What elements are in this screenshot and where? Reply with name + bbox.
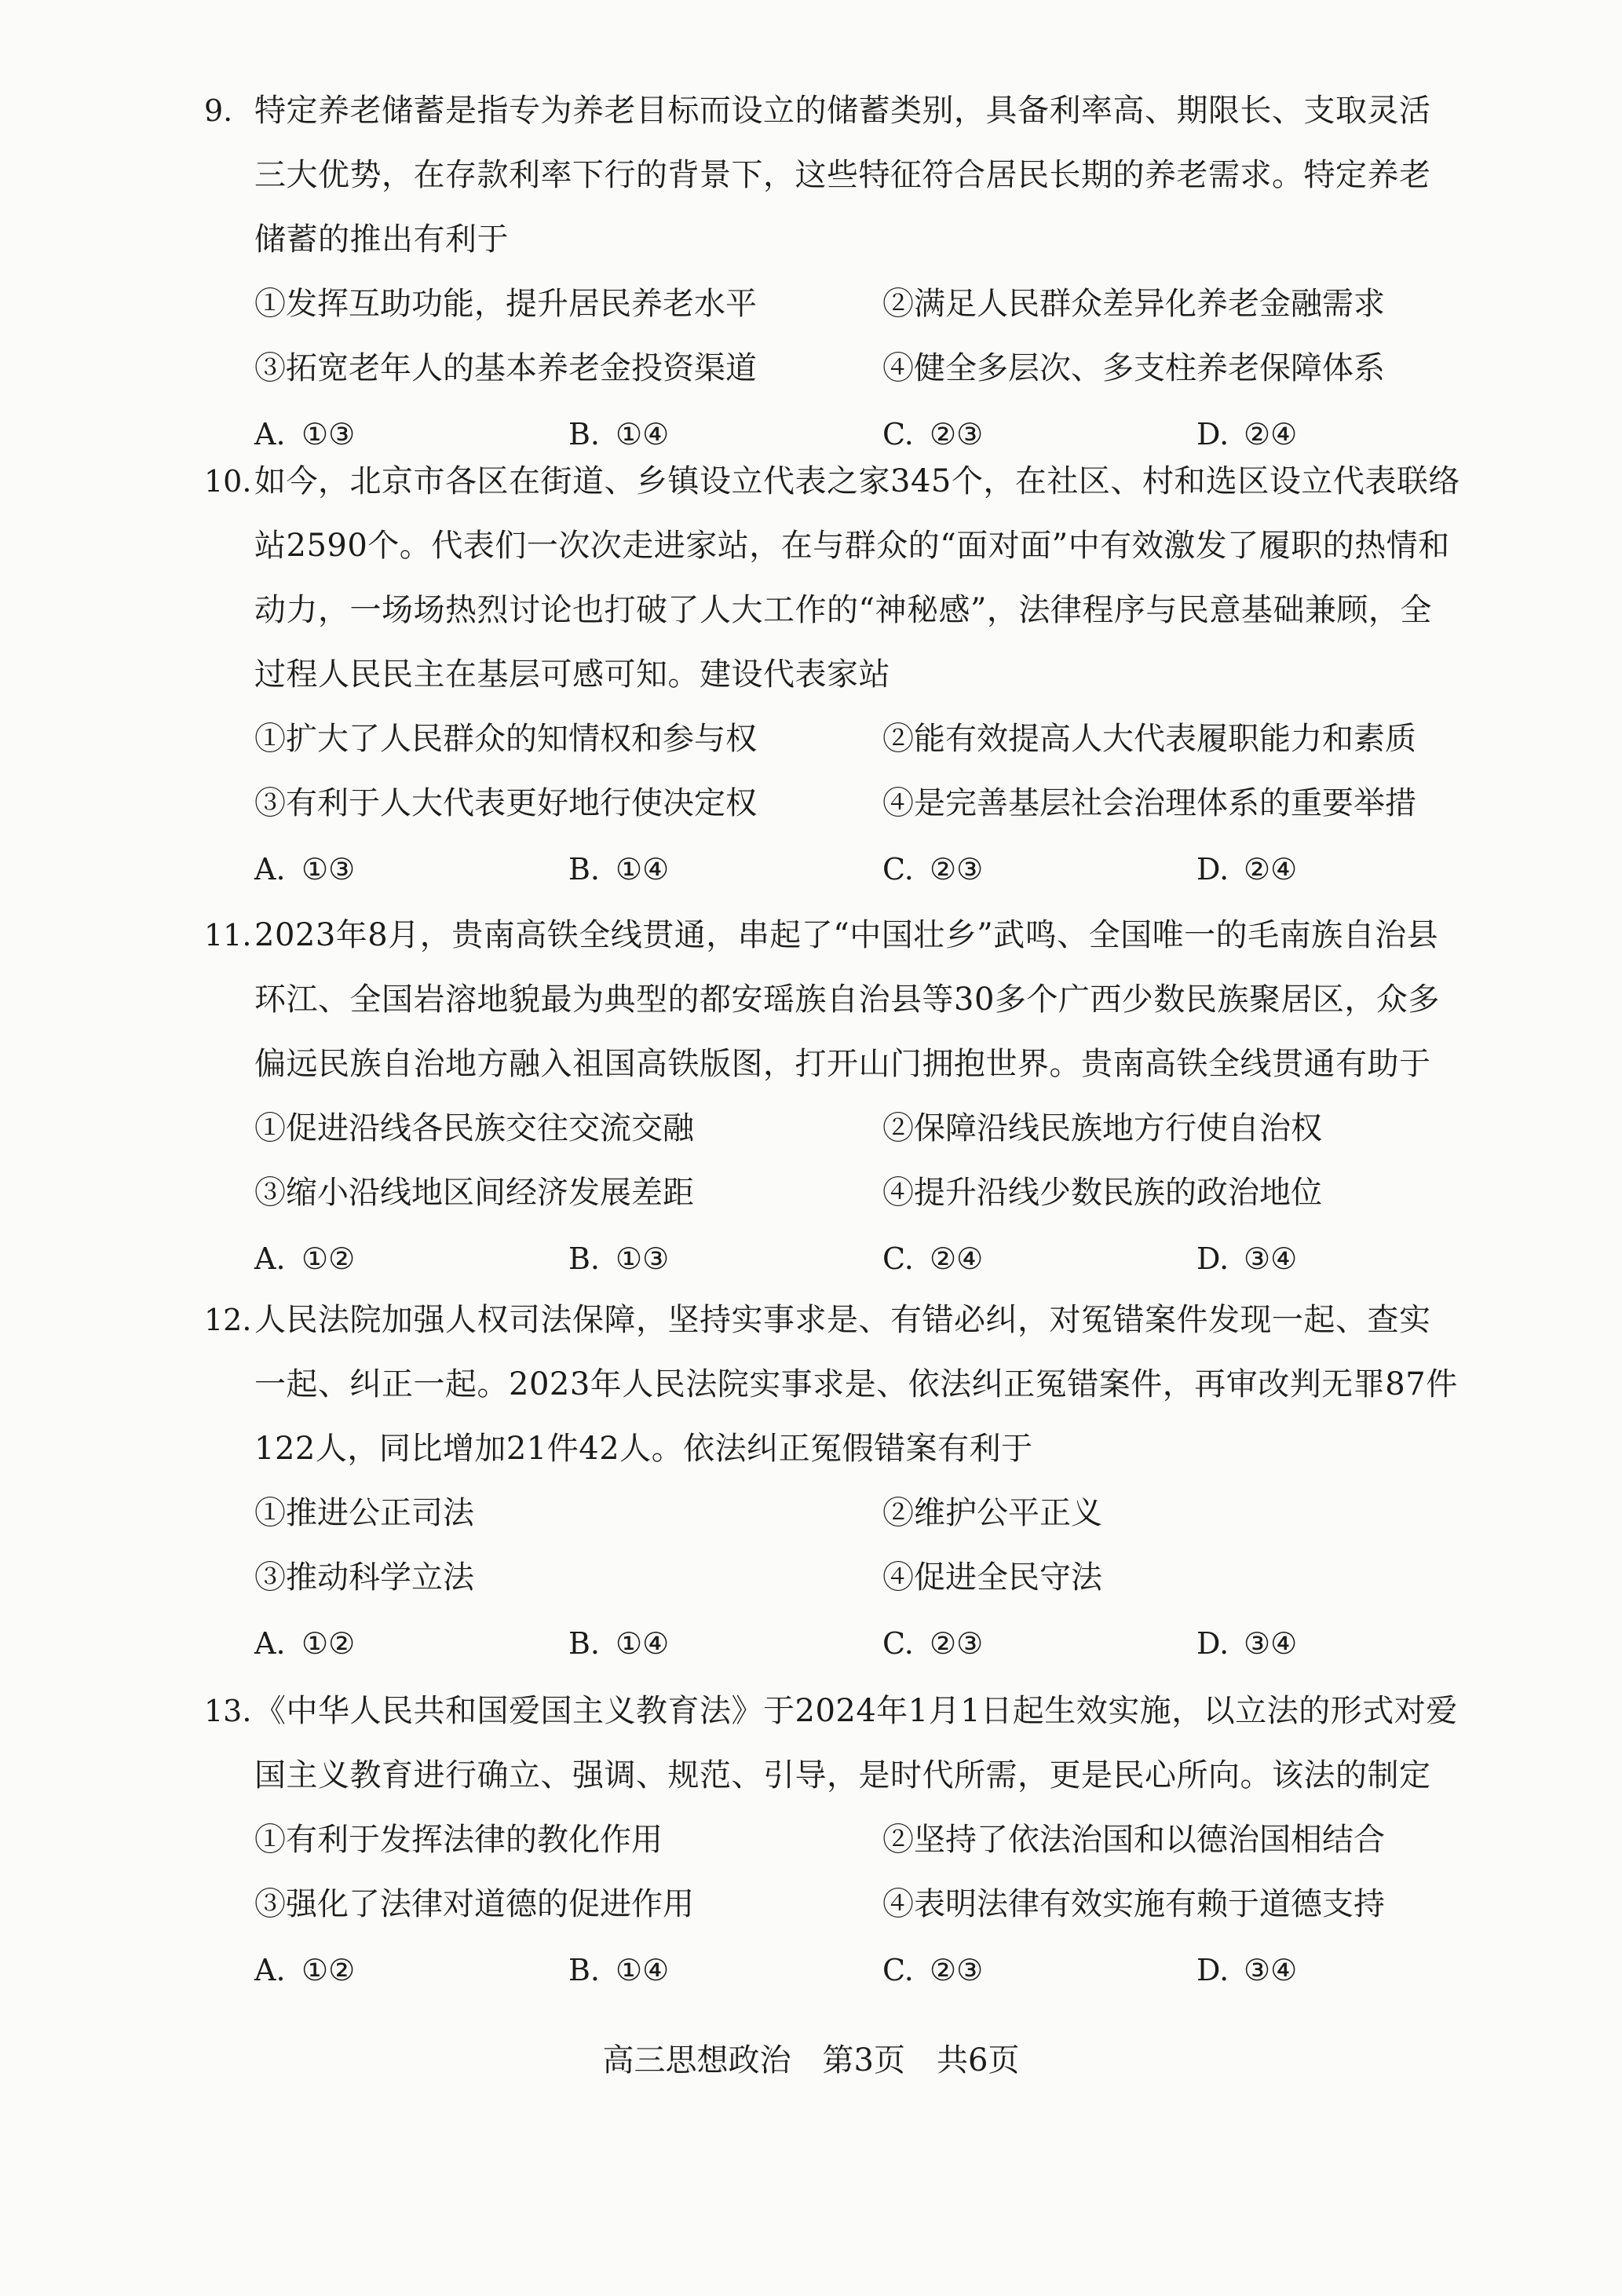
statement-4: ④表明法律有效实施有赖于道德支持 [882,1886,1385,1922]
statement-1: ①有利于发挥法律的教化作用 [254,1822,663,1858]
answer-choices [254,1610,1460,1677]
choice-a: A. ①③ [254,417,356,452]
choice-a: A. ①② [254,1953,356,1987]
choice-c: C. ②③ [882,1953,984,1987]
choice-d: D. ②④ [1196,852,1298,887]
question-stem: 《中华人民共和国爱国主义教育法》于2024年1月1日起生效实施，以立法的形式对爱国主义教育进行确立、强调、规范、引导，是时代所需，更是民心所向。该法的制定 [254,1693,1458,1793]
choice-c: C. ②③ [882,1626,984,1661]
statement-1: ①发挥互助功能，提升居民养老水平 [254,286,757,322]
question-12 [204,1288,1460,1677]
choice-c: C. ②③ [882,417,984,452]
choice-a: A. ①② [254,1241,356,1276]
statement-3: ③推动科学立法 [254,1559,474,1596]
statement-options [254,1096,1460,1225]
question-10 [204,449,1460,903]
choice-b: B. ①④ [568,1953,670,1987]
statement-options [254,707,1460,835]
question-number: 9. [204,93,233,128]
statement-4: ④促进全民守法 [882,1559,1102,1596]
choice-d: D. ③④ [1196,1241,1298,1276]
statement-2: ②坚持了依法治国和以德治国相结合 [882,1822,1385,1858]
answer-choices [254,1936,1460,2004]
answer-choices [254,1225,1460,1292]
question-13 [204,1679,1460,2004]
statement-2: ②维护公平正义 [882,1495,1102,1531]
question-stem: 如今，北京市各区在街道、乡镇设立代表之家345个，在社区、村和选区设立代表联络站2590个。代表们一次次走进家站，在与群众的“面对面”中有效激发了履职的热情和动力，一场场热烈讨论也打破了人大工作的“神秘感”，法律程序与民意基础兼顾，全过程人民民主在基层可感可知。建设代表家站 [254,463,1460,693]
choice-d: D. ③④ [1196,1626,1298,1661]
statement-options [254,1808,1460,1936]
question-stem: 2023年8月，贵南高铁全线贯通，串起了“中国壮乡”武鸣、全国唯一的毛南族自治县环江、全国岩溶地貌最为典型的都安瑶族自治县等30多个广西少数民族聚居区，众多偏远民族自治地方融入祖国高铁版图，打开山门拥抱世界。贵南高铁全线贯通有助于 [254,917,1440,1082]
question-number: 13. [204,1694,252,1728]
choice-b: B. ①④ [568,852,670,887]
choice-b: B. ①③ [568,1241,670,1276]
statement-1: ①促进沿线各民族交往交流交融 [254,1110,694,1146]
question-stem: 人民法院加强人权司法保障，坚持实事求是、有错必纠，对冤错案件发现一起、查实一起、纠正一起。2023年人民法院实事求是、依法纠正冤错案件，再审改判无罪87件122人，同比增加21件42人。依法纠正冤假错案有利于 [254,1302,1458,1467]
statement-options [254,1481,1460,1610]
choice-d: D. ②④ [1196,417,1298,452]
choice-d: D. ③④ [1196,1953,1298,1987]
statement-3: ③强化了法律对道德的促进作用 [254,1886,694,1922]
choice-b: B. ①④ [568,417,670,452]
statement-3: ③拓宽老年人的基本养老金投资渠道 [254,350,757,386]
choice-a: A. ①③ [254,852,356,887]
statement-3: ③缩小沿线地区间经济发展差距 [254,1175,694,1211]
statement-1: ①扩大了人民群众的知情权和参与权 [254,721,757,757]
statement-4: ④提升沿线少数民族的政治地位 [882,1175,1322,1211]
answer-choices [254,835,1460,903]
statement-2: ②保障沿线民族地方行使自治权 [882,1110,1322,1146]
statement-3: ③有利于人大代表更好地行使决定权 [254,785,757,821]
question-9 [204,79,1460,468]
statement-4: ④是完善基层社会治理体系的重要举措 [882,785,1416,821]
choice-b: B. ①④ [568,1626,670,1661]
question-number: 12. [204,1303,252,1337]
question-stem: 特定养老储蓄是指专为养老目标而设立的储蓄类别，具备利率高、期限长、支取灵活三大优势，在存款利率下行的背景下，这些特征符合居民长期的养老需求。特定养老储蓄的推出有利于 [254,93,1431,258]
statement-2: ②能有效提高人大代表履职能力和素质 [882,721,1416,757]
question-number: 10. [204,464,252,499]
question-11 [204,903,1460,1292]
statement-4: ④健全多层次、多支柱养老保障体系 [882,350,1385,386]
choice-a: A. ①② [254,1626,356,1661]
choice-c: C. ②③ [882,852,984,887]
statement-2: ②满足人民群众差异化养老金融需求 [882,286,1385,322]
choice-c: C. ②④ [882,1241,984,1276]
page-footer: 高三思想政治 第3页 共6页 [602,2042,1020,2078]
statement-options [254,272,1460,400]
question-number: 11. [204,918,252,952]
statement-1: ①推进公正司法 [254,1495,474,1531]
